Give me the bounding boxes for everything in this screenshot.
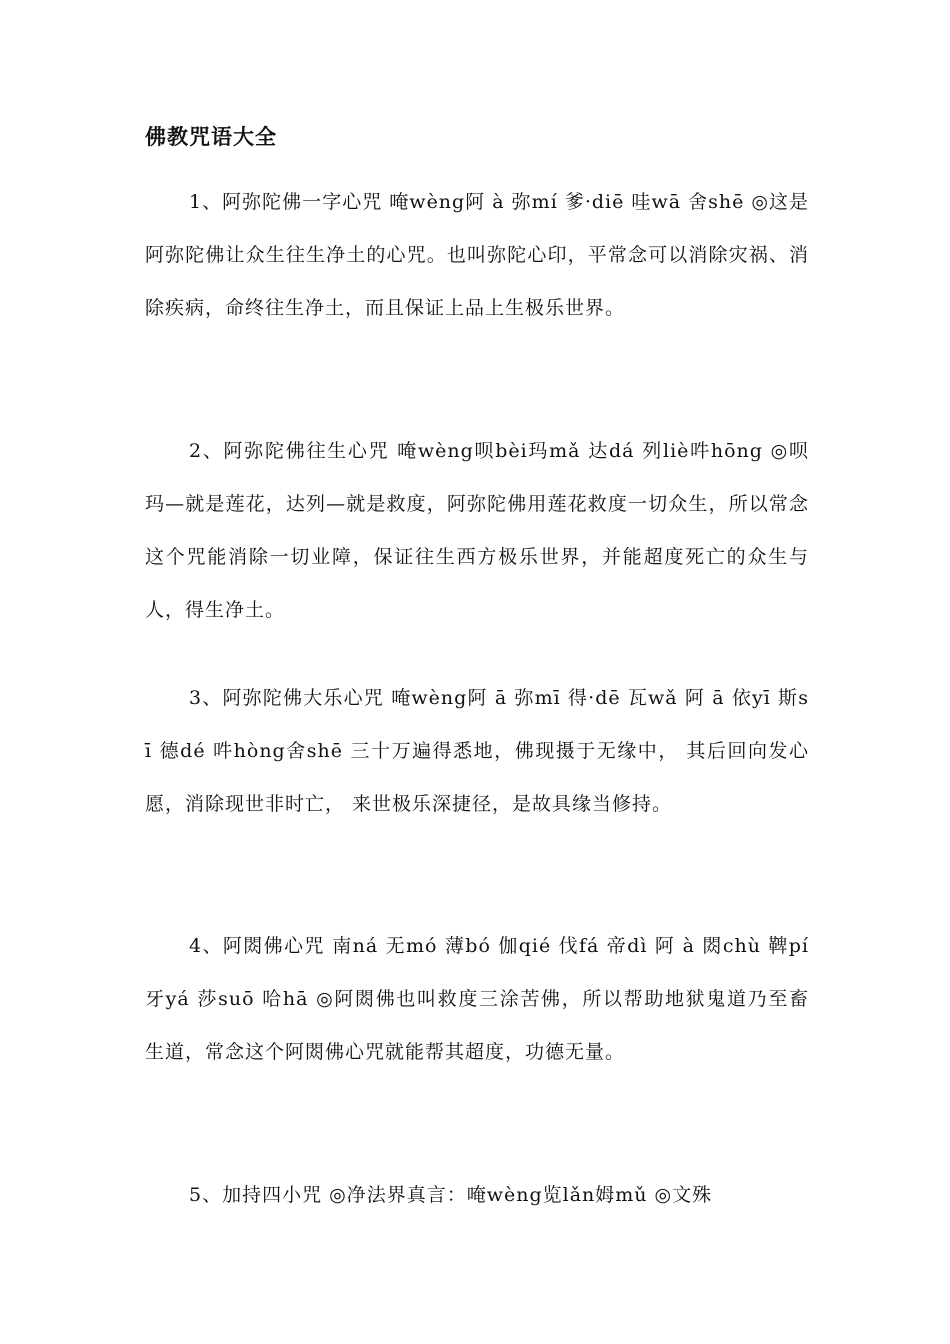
paragraph-mantra-5: 5、加持四小咒 ◎净法界真言：唵wèng览lǎn姆mǔ ◎文殊 bbox=[189, 1184, 713, 1206]
paragraph-mantra-3: 3、阿弥陀佛大乐心咒 唵wèng阿 ā 弥mī 得·dē 瓦wǎ 阿 ā 依yī 斯sī 德dé 吽hòng舍shē 三十万遍得悉地，佛现摄于无缘中， 其后回向发心愿，消除现世非时亡， 来世极乐深捷径，是故具缘当修持。 bbox=[145, 687, 809, 815]
paragraph-mantra-1: 1、阿弥陀佛一字心咒 唵wèng阿 à 弥mí 爹·diē 哇wā 舍shē ◎这是阿弥陀佛让众生往生净土的心咒。也叫弥陀心印，平常念可以消除灾祸、消除疾病，命终往生净土，而且保证上品上生极乐世界。 bbox=[145, 191, 809, 319]
paragraph-mantra-4: 4、阿閦佛心咒 南ná 无mó 薄bó 伽qié 伐fá 帝dì 阿 à 閦chù 鞞pí 牙yá 莎suō 哈hā ◎阿閦佛也叫救度三涂苦佛，所以帮助地狱鬼道乃至畜生道，常念这个阿閦佛心咒就能帮其超度，功德无量。 bbox=[145, 935, 809, 1063]
page-title: 佛教咒语大全 bbox=[145, 124, 277, 149]
paragraph-mantra-2: 2、阿弥陀佛往生心咒 唵wèng呗bèi玛mǎ 达dá 列liè吽hōng ◎呗玛—就是莲花，达列—就是救度，阿弥陀佛用莲花救度一切众生，所以常念这个咒能消除一切业障，保证往生西方极乐世界，并能超度死亡的众生与人，得生净土。 bbox=[145, 440, 809, 621]
